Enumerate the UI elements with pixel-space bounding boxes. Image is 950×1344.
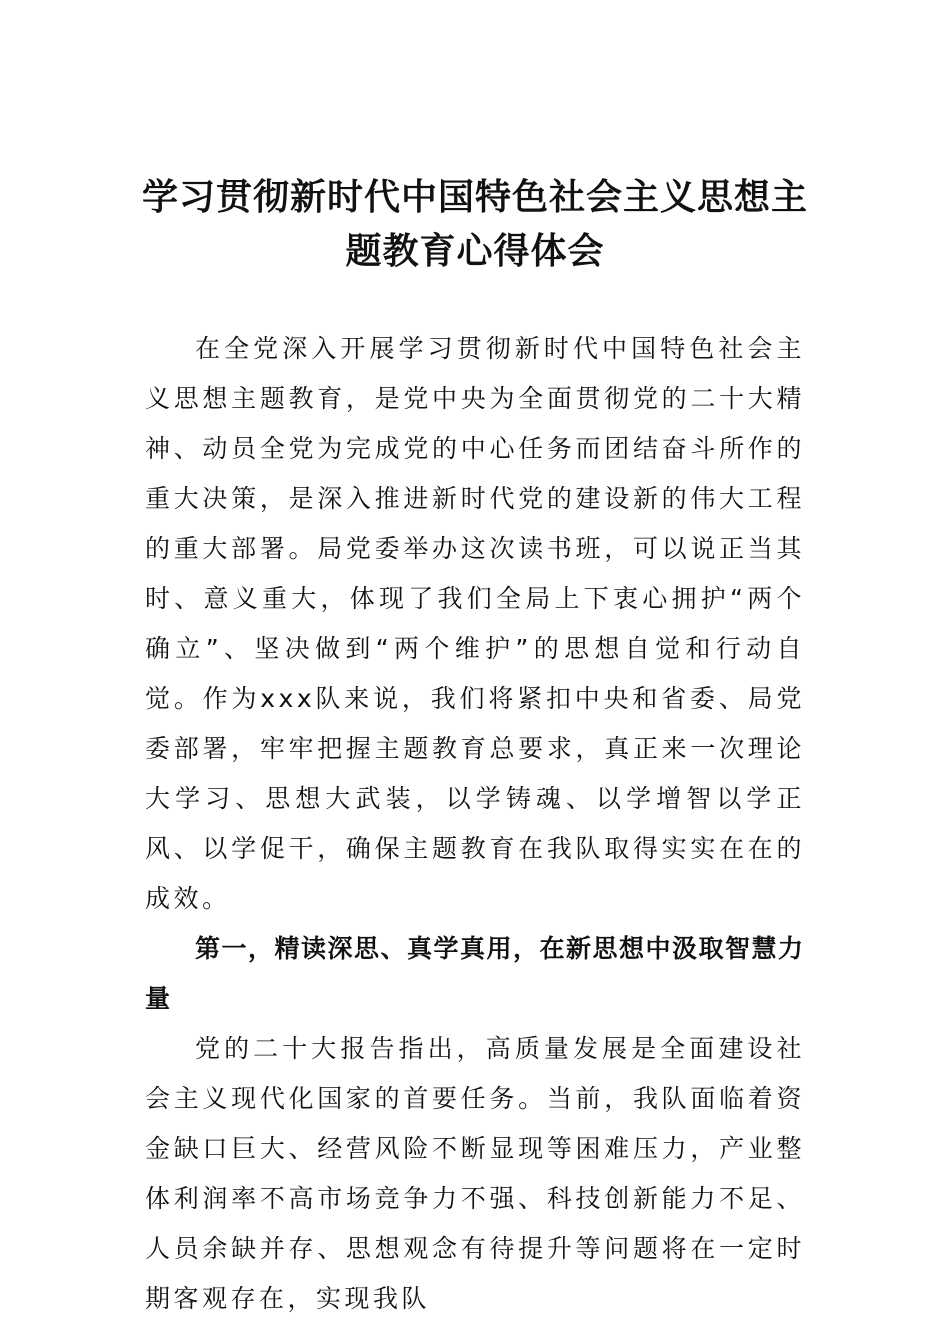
document-title: 学习贯彻新时代中国特色社会主义思想主题教育心得体会: [141, 176, 808, 272]
document-body: [145, 324, 805, 1324]
intro-paragraph: 在全党深入开展学习贯彻新时代中国特色社会主义思想主题教育，是党中央为全面贯彻党的二十大精神、动员全党为完成党的中心任务而团结奋斗所作的重大决策，是深入推进新时代党的建设新的伟大工程的重大部署。局党委举办这次读书班，可以说正当其时、意义重大，体现了我们全局上下衷心拥护“两个确立”、坚决做到“两个维护”的思想自觉和行动自觉。作为xxx队来说，我们将紧扣中央和省委、局党委部署，牢牢把握主题教育总要求，真正来一次理论大学习、思想大武装，以学铸魂、以学增智以学正风、以学促干，确保主题教育在我队取得实实在在的成效。: [145, 334, 805, 913]
section-paragraph: 党的二十大报告指出，高质量发展是全面建设社会主义现代化国家的首要任务。当前，我队面临着资金缺口巨大、经营风险不断显现等困难压力，产业整体利润率不高市场竞争力不强、科技创新能力不足、人员余缺并存、思想观念有待提升等问题将在一定时期客观存在，实现我队: [145, 1034, 805, 1313]
section-heading: 第一，精读深思、真学真用，在新思想中汲取智慧力量: [145, 934, 805, 1013]
